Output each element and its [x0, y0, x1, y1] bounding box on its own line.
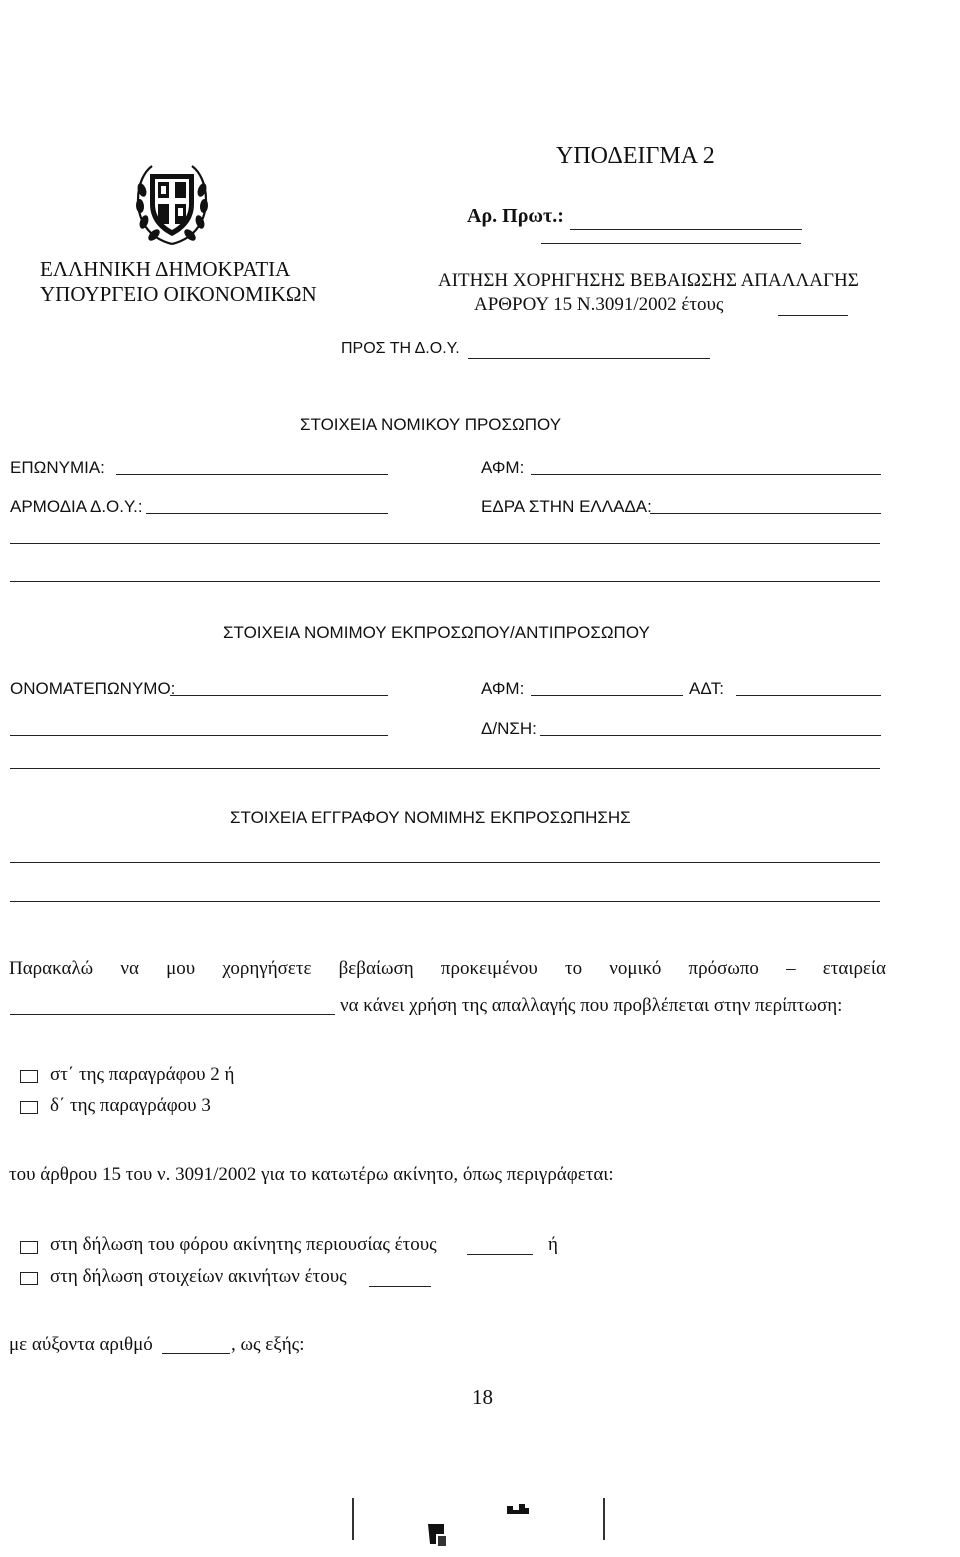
option-property-tax-suffix: ή: [548, 1234, 558, 1255]
legal-doy-field[interactable]: [146, 513, 388, 514]
document-field-line-2[interactable]: [10, 901, 880, 902]
request-word: το: [564, 958, 583, 979]
legal-afm-label: ΑΦΜ:: [481, 458, 525, 477]
legal-extra-line-1[interactable]: [10, 543, 880, 544]
coat-of-arms-emblem: [132, 160, 212, 248]
request-word: πρόσωπο: [688, 958, 759, 979]
scan-artifact-mark: [505, 1500, 531, 1518]
request-paragraph-line-2: να κάνει χρήση της απαλλαγής που προβλέπεται στην περίπτωση:: [340, 995, 843, 1016]
request-paragraph-line-1: [9, 958, 886, 980]
option-d-checkbox[interactable]: [20, 1101, 38, 1114]
serial-number-suffix: , ως εξής:: [231, 1334, 305, 1355]
legal-name-label: ΕΠΩΝΥΜΙΑ:: [10, 458, 105, 477]
option-d-label: δ΄ της παραγράφου 3: [50, 1095, 211, 1116]
legal-seat-field[interactable]: [650, 513, 881, 514]
request-word: προκειμένου: [440, 958, 538, 979]
protocol-field-line[interactable]: [570, 229, 802, 230]
legal-name-field[interactable]: [116, 474, 388, 475]
request-title-line-2: ΑΡΘΡΟΥ 15 Ν.3091/2002 έτους: [474, 294, 724, 315]
option-st-label: στ΄ της παραγράφου 2 ή: [50, 1064, 235, 1085]
rep-afm-label: ΑΦΜ:: [481, 679, 525, 698]
rep-afm-field[interactable]: [531, 695, 683, 696]
scan-artifact-line: [352, 1498, 354, 1540]
rep-fullname-label: ΟΝΟΜΑΤΕΠΩΝΥΜΟ:: [10, 679, 176, 698]
to-doy-label: ΠΡΟΣ ΤΗ Δ.Ο.Υ.: [341, 340, 460, 357]
request-word: εταιρεία: [822, 958, 886, 979]
rep-adt-label: ΑΔΤ:: [689, 679, 724, 698]
request-word: Παρακαλώ: [9, 958, 94, 979]
legal-afm-field[interactable]: [531, 474, 881, 475]
rep-extra-line-2[interactable]: [10, 768, 880, 769]
request-word: βεβαίωση: [338, 958, 414, 979]
to-doy-field-line[interactable]: [468, 358, 710, 359]
year-field-line[interactable]: [778, 315, 848, 316]
rep-fullname-field[interactable]: [170, 695, 388, 696]
model-title: ΥΠΟΔΕΙΓΜΑ 2: [556, 143, 715, 169]
document-section-title: ΣΤΟΙΧΕΙΑ ΕΓΓΡΑΦΟΥ ΝΟΜΙΜΗΣ ΕΚΠΡΟΣΩΠΗΣΗΣ: [230, 808, 631, 827]
option-property-tax-label: στη δήλωση του φόρου ακίνητης περιουσίας έτους: [50, 1234, 437, 1255]
rep-adt-field[interactable]: [736, 695, 881, 696]
option-property-data-label: στη δήλωση στοιχείων ακινήτων έτους: [50, 1266, 347, 1287]
document-field-line-1[interactable]: [10, 862, 880, 863]
request-word: –: [786, 958, 796, 979]
serial-number-field[interactable]: [162, 1353, 230, 1354]
request-word: να: [120, 958, 139, 979]
scan-artifact-mark: [424, 1520, 452, 1550]
protocol-label: Αρ. Πρωτ.:: [467, 205, 564, 227]
serial-number-label: με αύξοντα αριθμό: [9, 1334, 153, 1355]
scan-artifact-line: [603, 1498, 605, 1540]
request-word: μου: [166, 958, 196, 979]
request-word: χορηγήσετε: [222, 958, 312, 979]
option-st-checkbox[interactable]: [20, 1070, 38, 1083]
company-name-field[interactable]: [10, 1014, 335, 1015]
legal-seat-label: ΕΔΡΑ ΣΤΗΝ ΕΛΛΑΔΑ:: [481, 497, 652, 516]
option-property-tax-checkbox[interactable]: [20, 1241, 38, 1254]
article-line: του άρθρου 15 του ν. 3091/2002 για το κατωτέρω ακίνητο, όπως περιγράφεται:: [9, 1164, 614, 1185]
representative-section-title: ΣΤΟΙΧΕΙΑ ΝΟΜΙΜΟΥ ΕΚΠΡΟΣΩΠΟΥ/ΑΝΤΙΠΡΟΣΩΠΟΥ: [223, 623, 650, 642]
request-title-line-1: ΑΙΤΗΣΗ ΧΟΡΗΓΗΣΗΣ ΒΕΒΑΙΩΣΗΣ ΑΠΑΛΛΑΓΗΣ: [438, 270, 859, 291]
legal-doy-label: ΑΡΜΟΔΙΑ Δ.Ο.Υ.:: [10, 497, 143, 516]
rep-extra-line[interactable]: [10, 735, 388, 736]
republic-name: ΕΛΛΗΝΙΚΗ ΔΗΜΟΚΡΑΤΙΑ: [40, 257, 291, 281]
option-property-data-checkbox[interactable]: [20, 1272, 38, 1285]
protocol-extra-line[interactable]: [541, 243, 801, 244]
legal-extra-line-2[interactable]: [10, 581, 880, 582]
page-number: 18: [472, 1385, 493, 1409]
ministry-name: ΥΠΟΥΡΓΕΙΟ ΟΙΚΟΝΟΜΙΚΩΝ: [40, 282, 317, 306]
rep-address-field[interactable]: [540, 735, 881, 736]
rep-address-label: Δ/ΝΣΗ:: [481, 719, 537, 738]
property-data-year-field[interactable]: [369, 1286, 431, 1287]
property-tax-year-field[interactable]: [467, 1254, 533, 1255]
request-word: νομικό: [609, 958, 662, 979]
legal-entity-section-title: ΣΤΟΙΧΕΙΑ ΝΟΜΙΚΟΥ ΠΡΟΣΩΠΟΥ: [300, 415, 562, 434]
